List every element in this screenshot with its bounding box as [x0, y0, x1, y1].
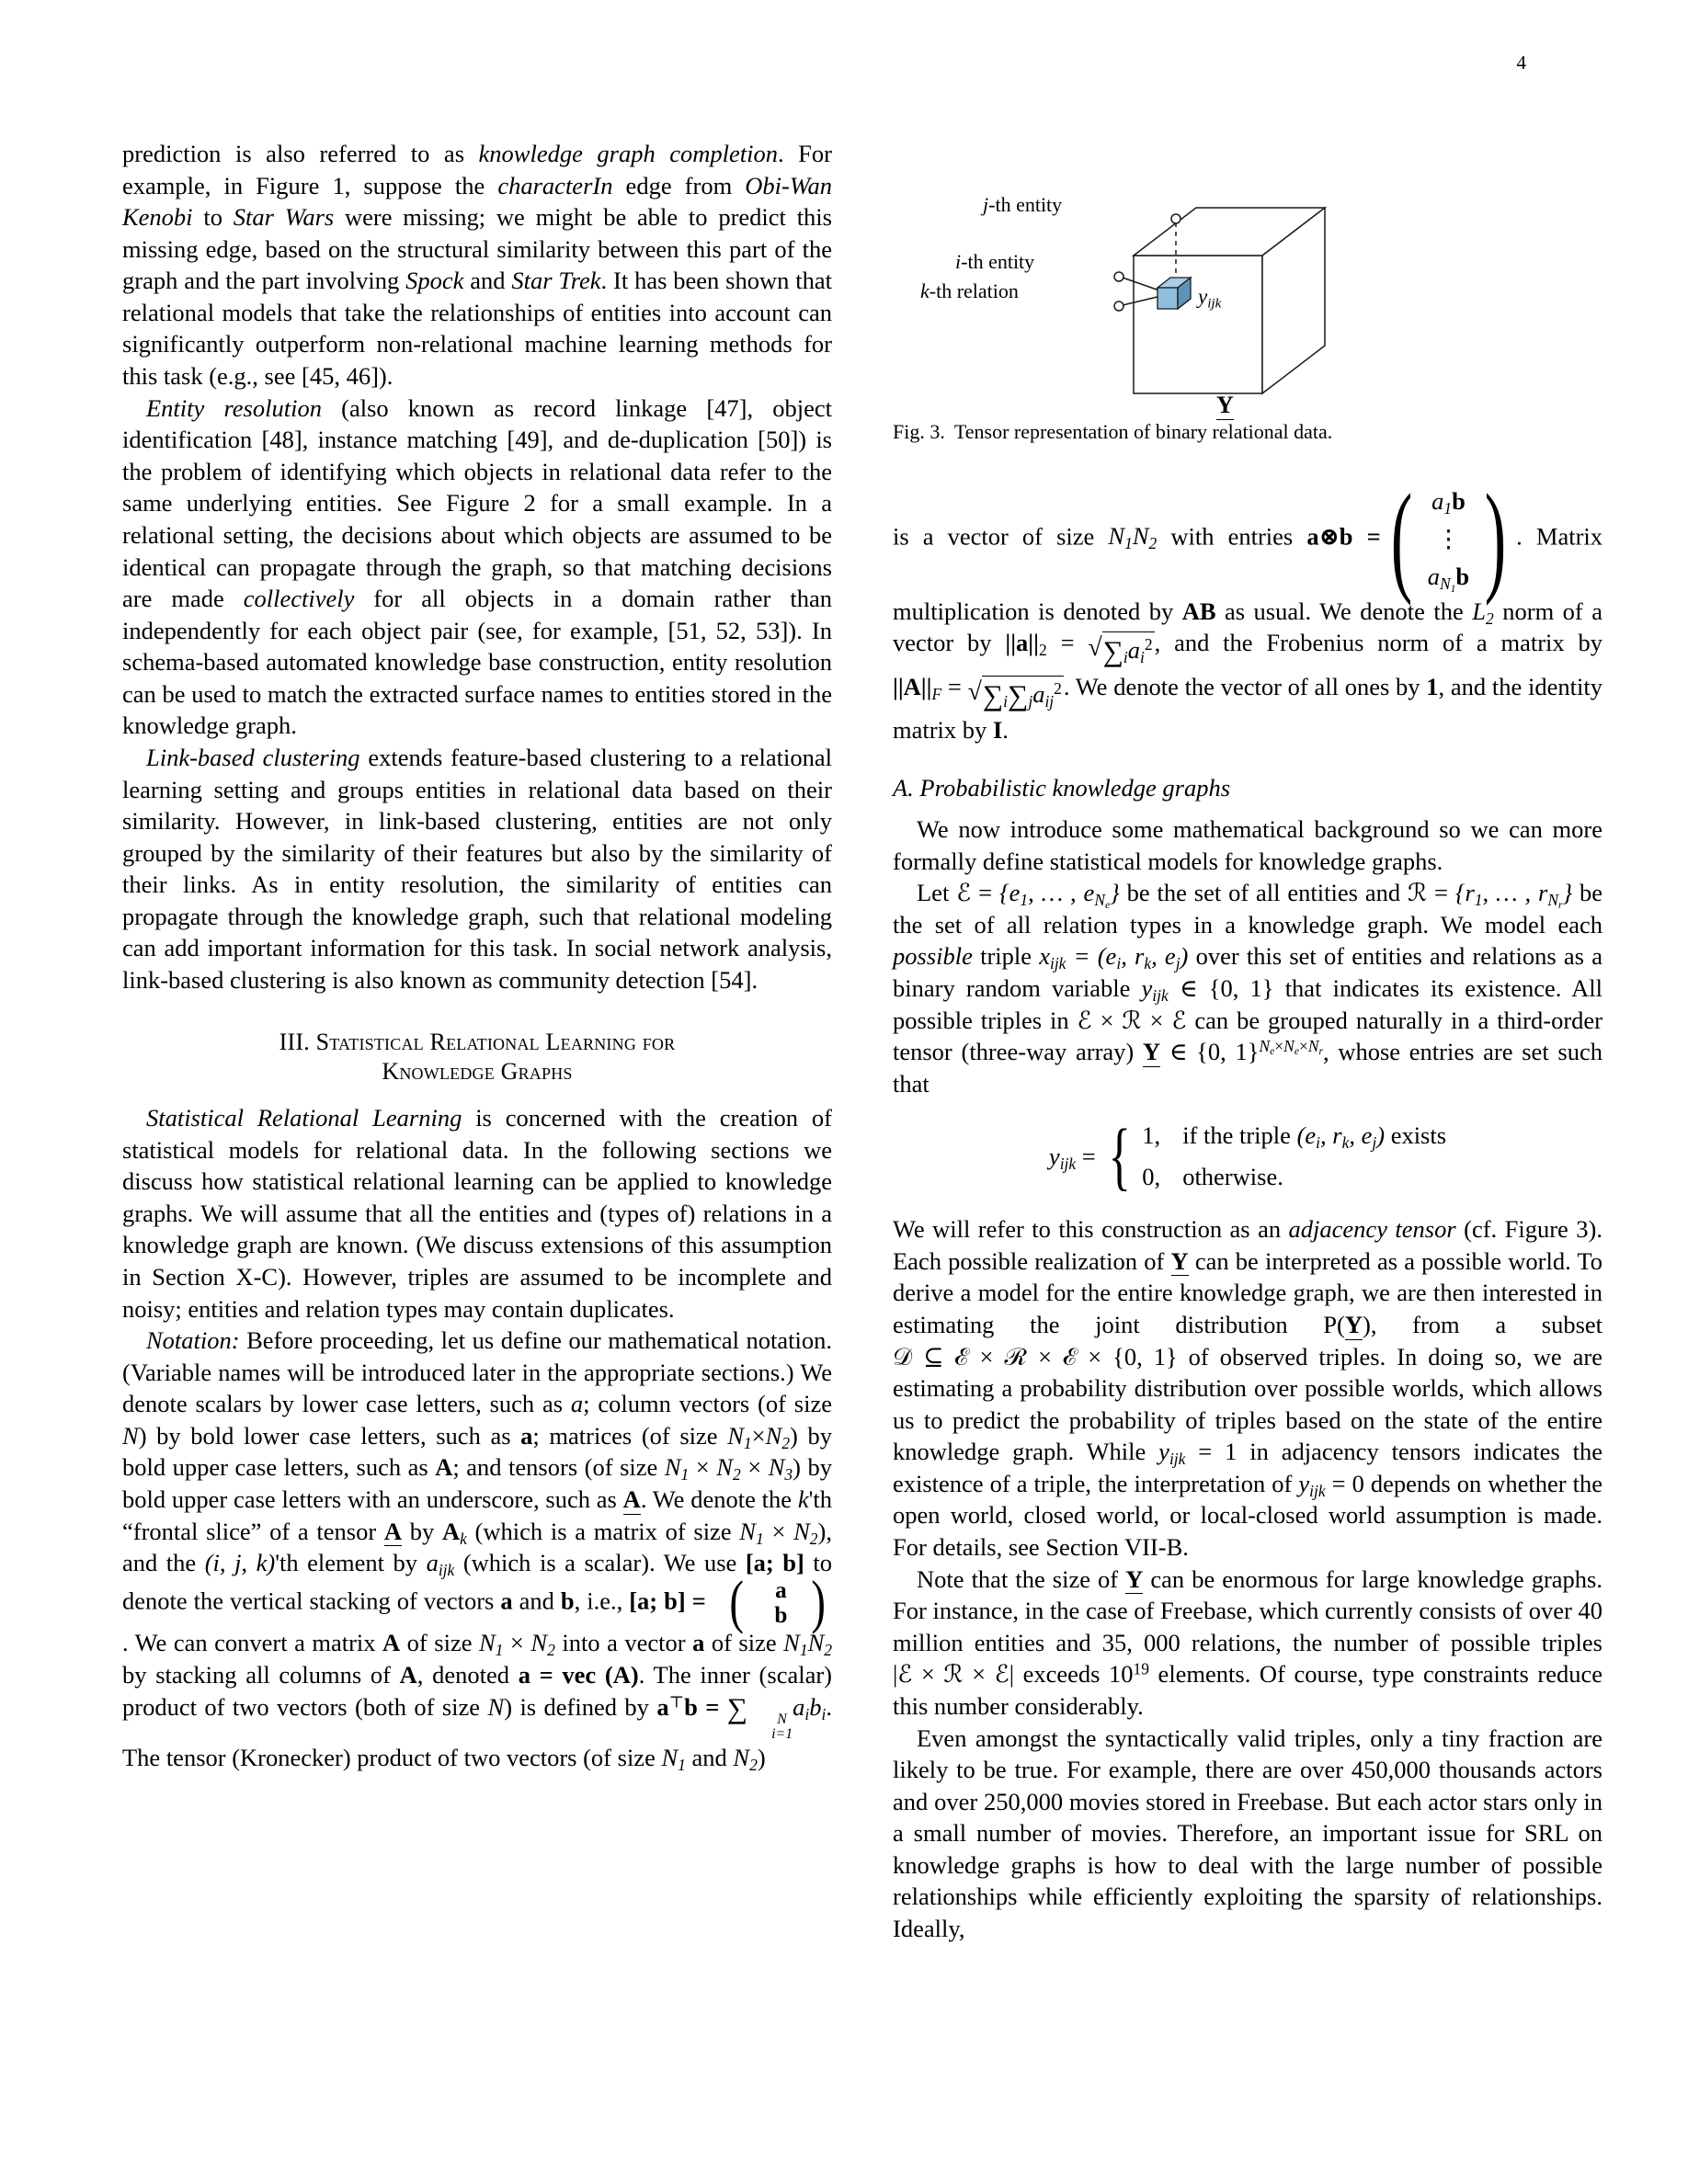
vector-entry-a: a: [775, 1577, 787, 1603]
text-run: can be grouped naturally in a third-order tensor (three-way array): [893, 1006, 1602, 1066]
paragraph-freebase-size: [893, 1564, 1602, 1723]
text-run: and: [463, 267, 512, 295]
sqrt-l2: √ $\sum_ia_i^2$: [1088, 631, 1154, 671]
paragraph-entities-relations: [893, 877, 1602, 1099]
section-heading-3: [122, 1028, 832, 1088]
cell-cube-front: [1158, 288, 1178, 309]
text-run: . For example, in Figure 1, suppose the: [122, 140, 832, 199]
math-40: 40: [1578, 1597, 1602, 1625]
text-run: can be interpreted as a possible world. To derive a model for the entire knowledge graph, we are then interested in estimating the joint distribution: [893, 1246, 1602, 1338]
text-run: (which is a scalar). We use: [454, 1549, 746, 1577]
text-run: prediction is also referred to as: [122, 140, 479, 167]
text-run: ; column vectors (of size: [583, 1390, 832, 1418]
math-a-ijk: $a_{ijk}$: [426, 1549, 455, 1580]
label-y-ijk: $y_{ijk}$: [1198, 285, 1222, 312]
figure-caption-text: Tensor representation of binary relational data.: [953, 420, 1333, 443]
right-column: [893, 138, 1602, 1945]
text-run: . The inner (scalar) product of two vectors (both of size: [122, 1660, 832, 1722]
emphasis: Link-based clustering: [146, 743, 360, 771]
text-run: . The tensor (Kronecker) product of two vectors (of size: [122, 1693, 832, 1772]
text-run: were missing; we might be able to predict this missing edge, based on the structural similarity between this part of the graph and the part involving: [122, 203, 832, 295]
case-row-1: 1, if the triple ($e_i$, $r_k$, $e_j$) exists: [1142, 1121, 1447, 1153]
emphasis: collectively: [243, 585, 355, 613]
label-j-th-entity: j-th entity: [983, 193, 1063, 216]
section-number: III.: [279, 1028, 310, 1055]
text-run: .: [1002, 716, 1009, 745]
sqrt-frobenius: √ $\sum_i\sum_ja_{ij}^2$: [968, 676, 1064, 715]
emphasis: Star Wars: [233, 203, 335, 232]
text-run: depends on whether the open world, closed world, or local-closed world assumption is made. For details, see Section VII-B.: [893, 1469, 1602, 1562]
emphasis: Spock: [405, 267, 464, 295]
math-inner-product: a⊤b = ∑ N i=1 $a_ib_i$: [656, 1692, 827, 1743]
text-run: and: [512, 1587, 561, 1615]
math-10-to-19: $10^{19}$: [1109, 1659, 1149, 1689]
emphasis: characterIn: [497, 171, 613, 199]
text-run: edge from: [612, 171, 746, 199]
kron-entry-first: $a_1b$: [1431, 486, 1466, 518]
math-N1: $N_1$: [661, 1744, 686, 1775]
math-matrix-A: A: [435, 1453, 453, 1482]
math-AB: AB: [1181, 597, 1216, 625]
right-paren-big: ): [1484, 470, 1507, 608]
text-run: We will refer to this construction as an: [893, 1215, 1289, 1244]
math-Y-tensor-2: Y: [1125, 1564, 1144, 1593]
text-run: that indicates its existence. All possible triples in: [893, 973, 1602, 1034]
paragraph-sparsity: Even amongst the syntactically valid triples, only a tiny fraction are likely to be true. For example, there are over 450,000 thousands actors and over 250,000 movies stored in Freebase. But each actor stars only in a small number of movies. Therefore, an important issue for SRL on knowledge graphs is how to deal with the large number of possible relationships while efficiently exploiting the sparsity of relationships. Ideally,: [893, 1723, 1602, 1942]
math-entity-set: ℰ = {$e_1$, … , $e_{N_e}$}: [956, 879, 1120, 912]
math-A-k: $A_k$: [441, 1517, 467, 1548]
math-stack-ab: [a; b]: [745, 1549, 804, 1577]
text-run: (which is a matrix of size: [466, 1517, 740, 1545]
math-cartesian-product: ℰ × ℛ × ℰ: [1077, 1006, 1187, 1034]
vector-entry-b: b: [774, 1602, 788, 1628]
text-run: , and the identity matrix by: [893, 672, 1602, 745]
text-run: by: [402, 1517, 442, 1545]
math-l2-norm: $||a||_2$ = √ $\sum_ia_i^2$: [1005, 629, 1154, 656]
paragraph-adjacency-tensor: [893, 1213, 1602, 1563]
math-yijk-equals-0: $y_{ijk} = 0$: [1298, 1469, 1364, 1500]
paragraph-prediction: [122, 138, 832, 392]
text-run: ) by bold lower case letters, such as: [138, 1421, 521, 1450]
math-scalar-a: a: [570, 1390, 584, 1418]
equation-yijk-cases: [893, 1114, 1602, 1199]
text-run: . We denote the: [640, 1485, 798, 1514]
math-k: k: [797, 1485, 809, 1514]
leader-dot-j: [1171, 214, 1180, 223]
math-tensor-A-2: A: [383, 1517, 403, 1545]
math-N1N2-r: $N_1N_2$: [1108, 522, 1158, 553]
right-paren: ): [811, 1568, 827, 1635]
math-column-vector-ab: [706, 1568, 832, 1635]
text-run: (also known as record linkage [47], object identification [48], instance matching [49], and de-duplication [50]) is the problem of identifying which objects in relational data refer to the same underlying entities. See Figure 2 for a small example. In a relational setting, the decisions about which objects are assumed to be identical can propagate through the graph, so that matching decisions are made: [122, 393, 833, 613]
case-row-2: 0, otherwise.: [1142, 1163, 1283, 1191]
paragraph-link-based-clustering: [122, 742, 832, 996]
text-run: of size: [704, 1629, 784, 1657]
text-run: exceeds: [1014, 1660, 1109, 1689]
math-yijk-binary: $y_{ijk}$ ∈ {0, 1}: [1141, 973, 1274, 1005]
math-N1xN2-b: $N_1 \times N_2$: [739, 1517, 818, 1548]
text-run: 'th element by: [275, 1549, 427, 1577]
text-run: , denoted: [416, 1660, 519, 1689]
math-tensor-A: A: [622, 1485, 641, 1514]
math-stack-eq: [a; b] =: [629, 1587, 706, 1615]
text-run: of size: [400, 1629, 479, 1657]
emphasis: Obi-Wan Kenobi: [122, 171, 832, 232]
text-run: in adjacency tensors indicates the existence of a triple, the interpretation of: [893, 1438, 1602, 1497]
text-run: Note that the size of: [917, 1564, 1126, 1593]
text-run: elements. Of course, type constraints reduce this number considerably.: [893, 1660, 1602, 1720]
label-k-th-relation: k-th relation: [920, 279, 1019, 302]
text-run: Let: [917, 879, 957, 907]
text-run: ), and the: [122, 1517, 832, 1577]
text-run: with entries: [1157, 522, 1307, 551]
text-run: as usual. We denote the: [1215, 597, 1473, 625]
emphasis: Star Trek: [511, 267, 601, 295]
label-i-th-entity: i-th entity: [955, 250, 1035, 273]
math-N1N2: $N_1N_2$: [783, 1629, 832, 1660]
math-N2b: $N_2$: [733, 1744, 758, 1775]
emphasis: Notation:: [146, 1326, 240, 1355]
math-observed-subset: 𝒟 ⊆ ℰ × ℛ × ℰ × {0, 1}: [893, 1342, 1178, 1371]
math-kronecker-column-vector: [1381, 470, 1516, 608]
paragraph-math-background: We now introduce some mathematical background so we can more formally define statistical models for knowledge graphs.: [893, 815, 1602, 875]
section-title-line1: Statistical Relational Learning for: [315, 1028, 676, 1055]
text-run: of observed triples. In doing so, we are estimating a probability distribution over possible worlds, which allows us to predict the probability of triples based on the state of the entire knowledge graph. While: [893, 1342, 1602, 1466]
math-N: N: [122, 1421, 139, 1450]
page-number: 4: [1516, 51, 1526, 74]
text-run: ) by bold upper case letters, such as: [122, 1421, 832, 1482]
math-vec-operator: a = vec (A): [518, 1660, 639, 1689]
math-vec-b: b: [560, 1587, 575, 1615]
text-run: . We can convert a matrix: [122, 1629, 383, 1657]
math-N1xN2-c: $N_1 \times N_2$: [478, 1629, 555, 1660]
text-run: ; matrices (of size: [532, 1421, 728, 1450]
emphasis: adjacency tensor: [1288, 1215, 1456, 1244]
figure-3-tensor-diagram: [893, 138, 1602, 418]
text-run: extends feature-based clustering to a relational learning setting and groups entities in relational data based on their similarity. However, in link-based clustering, entities are not only grouped by the similarity of their features but also by the similarity of their links. As in entity resolution, the similarity of entities can propagate through the knowledge graph, such that relational modeling can add important information for this task. In social network analysis, link-based clustering is also known as community detection [54].: [122, 743, 833, 995]
math-N1xN2xN3: $N_1 \times N_2 \times N_3$: [664, 1453, 793, 1484]
emphasis: possible: [893, 942, 973, 971]
math-Y-tensor: Y: [1170, 1246, 1189, 1275]
left-paren: (: [729, 1568, 744, 1635]
text-run: norm of a vector by: [893, 597, 1602, 657]
text-run: into a vector: [554, 1629, 693, 1657]
text-run: , whose entries are set such that: [893, 1038, 1602, 1098]
math-ones-vector: 1: [1426, 672, 1439, 700]
section-title-line2: Knowledge Graphs: [382, 1058, 573, 1086]
equation-lhs: $y_{ijk}$ =: [1048, 1142, 1096, 1173]
math-matrix-A2: A: [382, 1629, 401, 1657]
text-run: to denote the vertical stacking of vectors: [122, 1549, 832, 1615]
emphasis: Statistical Relational Learning: [146, 1104, 462, 1132]
math-joint-distribution: P(Y): [1323, 1311, 1371, 1338]
math-N1xN2: $N_1\times N_2$: [727, 1421, 791, 1452]
text-run: is a vector of size: [893, 522, 1109, 551]
tensor-cuboid-svg: [893, 138, 1602, 414]
text-run: for all objects in a domain rather than independently for each object pair (see, for example, [51, 52, 53]). In schema-based automated knowledge base construction, entity resolution can be used to match the extracted surface names to entities stored in the knowledge graph.: [122, 585, 832, 740]
math-matrix-A3: A: [399, 1660, 417, 1689]
figure-3-caption: [893, 419, 1602, 446]
emphasis: Entity resolution: [146, 393, 322, 422]
math-triple-count: |ℰ × ℛ × ℰ|: [893, 1660, 1014, 1689]
leader-dot-i: [1114, 272, 1123, 281]
text-run: is concerned with the creation of statistical models for relational data. In the following sections we discuss how statistical relational learning can be applied to knowledge graphs. We will assume that all the entities and (types of) relations in a knowledge graph are known. (We discuss extensions of this assumption in Section X-C). However, triples are assumed to be incomplete and noisy; entities and relation types may contain duplicates.: [122, 1104, 832, 1323]
text-run: be the set of all entities and: [1119, 879, 1408, 907]
label-tensor-Y: Y: [1216, 392, 1234, 418]
text-run: be the set of all relation types in a knowledge graph. We model each: [893, 879, 1602, 938]
text-run: , from a subset: [1370, 1311, 1603, 1338]
math-yijk-equals-1: $y_{ijk} = 1$: [1158, 1438, 1237, 1469]
math-vec-a2: a: [500, 1587, 513, 1615]
paragraph-srl-intro: [122, 1102, 832, 1325]
emphasis: knowledge graph completion: [478, 140, 779, 167]
two-column-body: [122, 138, 1603, 1945]
text-run: million entities and: [893, 1628, 1102, 1656]
leader-dot-k: [1114, 301, 1123, 311]
text-run: Before proceeding, let us define our mathematical notation. (Variable names will be introduced later in the appropriate sections.) We denote scalars by lower case letters, such as: [122, 1326, 832, 1418]
left-column: [122, 138, 832, 1945]
text-run: and: [685, 1744, 734, 1772]
math-tensor-Y-dims: Y ∈ {0, 1}$^{N_e\times N_e\times N_r}$: [1142, 1037, 1323, 1066]
text-run: by stacking all columns of: [122, 1660, 400, 1689]
paragraph-kronecker: [893, 470, 1603, 746]
math-N2: N: [487, 1693, 505, 1722]
text-run: . It has been shown that relational models that take the relationships of entities into account can significantly outperform non-relational machine learning methods for this task (e.g., see [45, 46]).: [122, 267, 832, 391]
text-run: ; and tensors (of size: [452, 1453, 665, 1482]
text-run: ) by bold upper case letters with an underscore, such as: [122, 1453, 832, 1514]
text-run: relations, the number of possible triples: [1180, 1628, 1602, 1656]
math-vec-a3: a: [692, 1629, 705, 1657]
math-ijk-index: (i, j, k): [204, 1549, 276, 1577]
cases-brace: {: [1108, 1114, 1131, 1199]
text-run: . We denote the vector of all ones by: [1063, 672, 1427, 700]
left-paren-big: (: [1390, 470, 1412, 608]
math-frobenius-norm: $||A||_F$ = √ $\sum_i\sum_ja_{ij}^2$: [893, 673, 1064, 700]
paragraph-entity-resolution: [122, 392, 832, 742]
text-run: , i.e.,: [574, 1587, 630, 1615]
text-run: over this set of entities and relations as a binary random variable: [893, 942, 1602, 1002]
cuboid-front-face: [1134, 256, 1262, 393]
text-run: to: [192, 203, 234, 232]
math-vector-a: a: [520, 1421, 533, 1450]
subsection-heading-A: A. Probabilistic knowledge graphs: [893, 774, 1231, 802]
kron-entry-last: $a_{N_1}b$: [1427, 562, 1470, 595]
text-run: . Matrix multiplication is denoted by: [893, 522, 1603, 625]
text-run: can be enormous for large knowledge graphs. For instance, in the case of Freebase, which currently consists of over: [893, 1564, 1602, 1625]
math-L2: $L_2$: [1472, 597, 1494, 628]
text-run: ): [757, 1744, 766, 1772]
kron-entry-vdots: ⋮: [1436, 524, 1461, 552]
text-run: , and the Frobenius norm of a matrix by: [1154, 629, 1602, 657]
text-run: ) is defined by: [504, 1693, 657, 1722]
math-relation-set: ℛ = {$r_1$, … , $r_{N_r}$}: [1407, 879, 1573, 912]
math-identity-matrix: I: [992, 716, 1003, 745]
text-run: (cf. Figure 3). Each possible realization of: [893, 1215, 1602, 1275]
math-triple-xijk: $x_{ijk} = (e_i$, $r_k$, $e_j$): [1039, 942, 1189, 973]
math-35000: 35, 000: [1101, 1628, 1180, 1656]
paragraph-notation: [122, 1325, 832, 1774]
text-run: triple: [972, 942, 1040, 971]
text-run: 'th “frontal slice” of a tensor: [122, 1485, 832, 1545]
figure-caption-label: Fig. 3.: [893, 420, 945, 443]
math-kron-lhs: a⊗b =: [1306, 522, 1381, 551]
